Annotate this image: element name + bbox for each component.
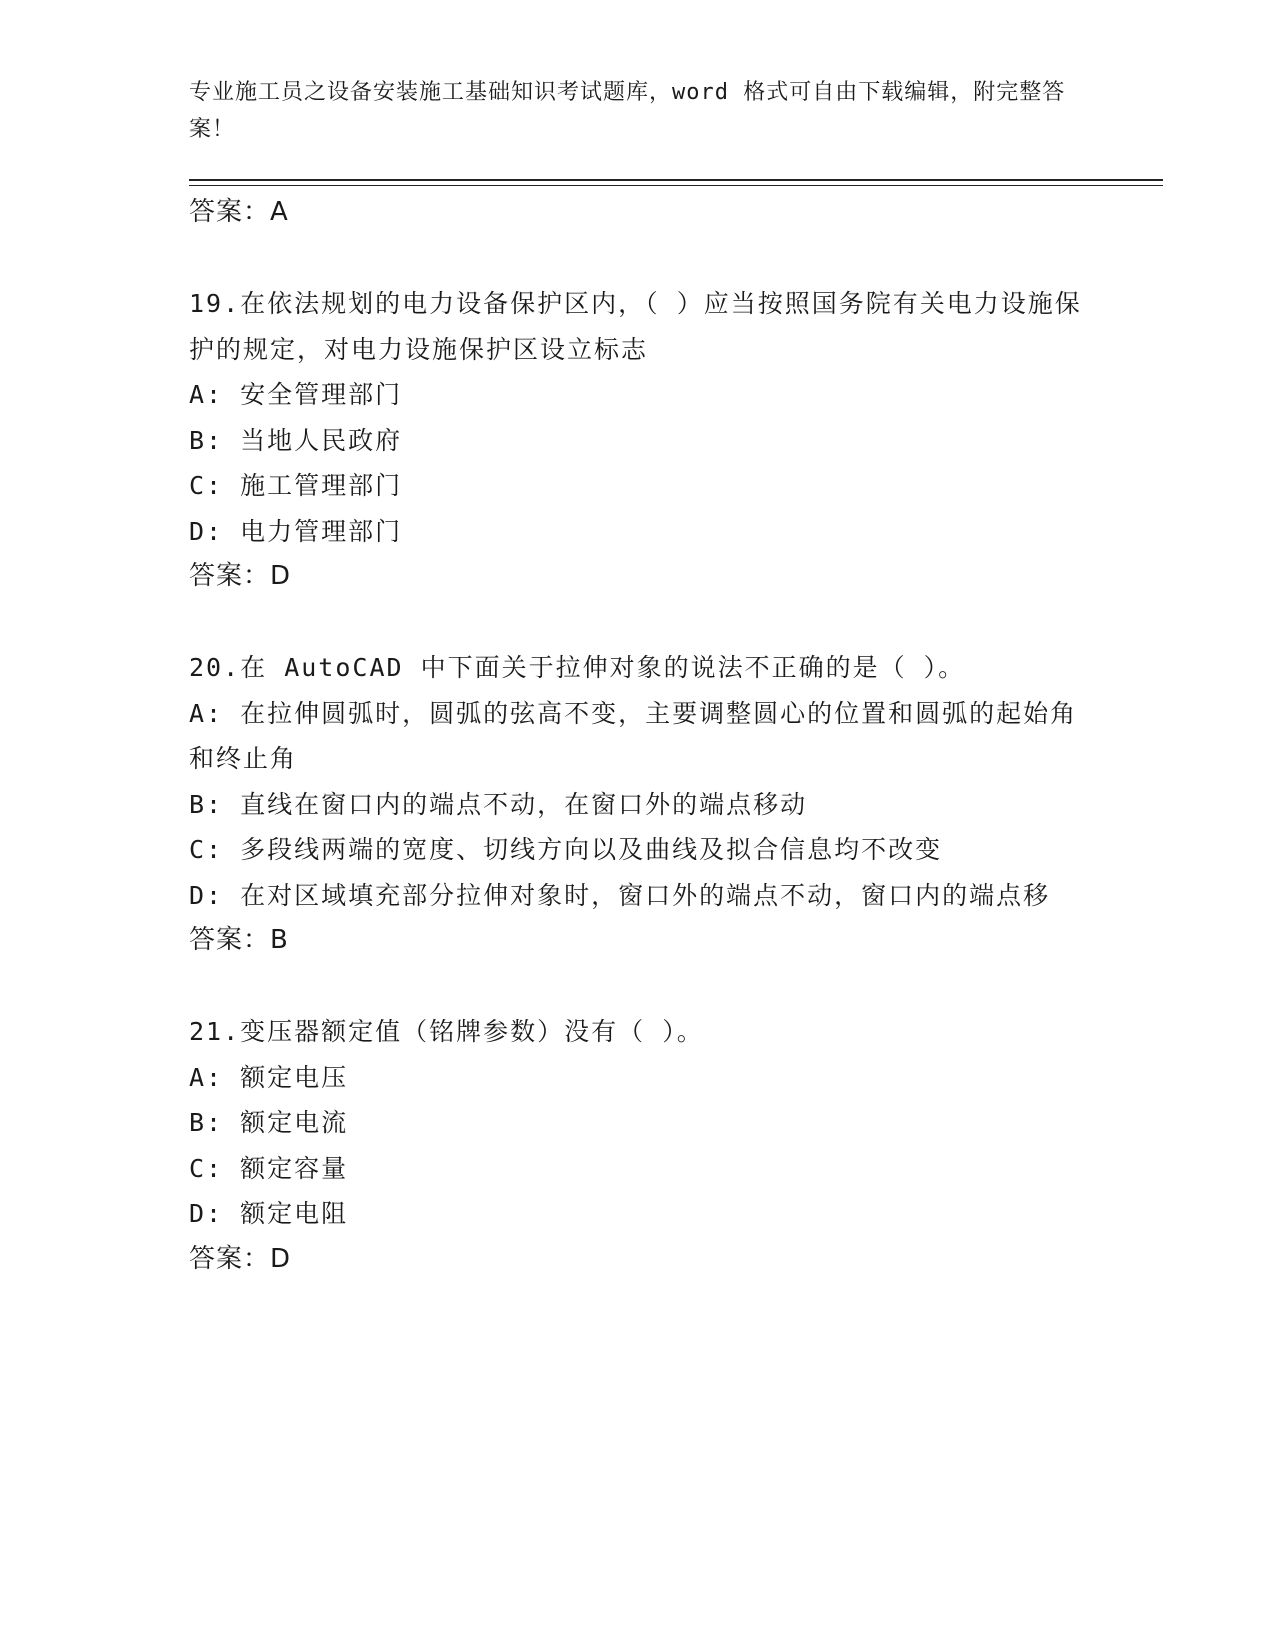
question-21 [189, 1009, 1089, 1282]
question-stem: 21.变压器额定值（铭牌参数）没有（ ）。 [189, 1017, 704, 1046]
option-c: C: 额定容量 [189, 1153, 349, 1183]
option-d: D: 额定电阻 [189, 1199, 349, 1228]
question-19 [189, 281, 1089, 600]
header-divider [189, 179, 1163, 181]
spacer [189, 236, 1089, 282]
option-a: A: 额定电压 [189, 1062, 349, 1092]
option-b: B: 当地人民政府 [189, 425, 403, 455]
spacer [189, 600, 1089, 646]
previous-answer: 答案：A [189, 197, 289, 227]
spacer [189, 964, 1089, 1010]
question-list [189, 190, 1089, 1282]
header-divider-thin [189, 185, 1163, 186]
question-20 [189, 645, 1089, 964]
question-stem: 20.在 AutoCAD 中下面关于拉伸对象的说法不正确的是（ ）。 [189, 653, 966, 682]
document-header: 专业施工员之设备安装施工基础知识考试题库，word 格式可自由下载编辑，附完整答案！ [189, 80, 1066, 142]
answer-label: 答案：D [189, 561, 292, 591]
option-b: B: 额定电流 [189, 1108, 349, 1137]
option-c: C: 多段线两端的宽度、切线方向以及曲线及拟合信息均不改变 [189, 835, 943, 864]
question-stem: 19.在依法规划的电力设备保护区内，（ ）应当按照国务院有关电力设施保护的规定，对电力设施保护区设立标志 [189, 289, 1082, 364]
answer-label: 答案：D [189, 1243, 292, 1274]
answer-label: 答案：B [189, 925, 289, 955]
option-a: A: 在拉伸圆弧时，圆弧的弦高不变，主要调整圆心的位置和圆弧的起始角和终止角 [189, 698, 1078, 773]
option-d: D: 在对区域填充部分拉伸对象时，窗口外的端点不动，窗口内的端点移 [189, 880, 1051, 910]
option-a: A: 安全管理部门 [189, 380, 403, 409]
option-d: D: 电力管理部门 [189, 516, 403, 546]
option-b: B: 直线在窗口内的端点不动，在窗口外的端点移动 [189, 789, 808, 819]
option-c: C: 施工管理部门 [189, 471, 403, 500]
